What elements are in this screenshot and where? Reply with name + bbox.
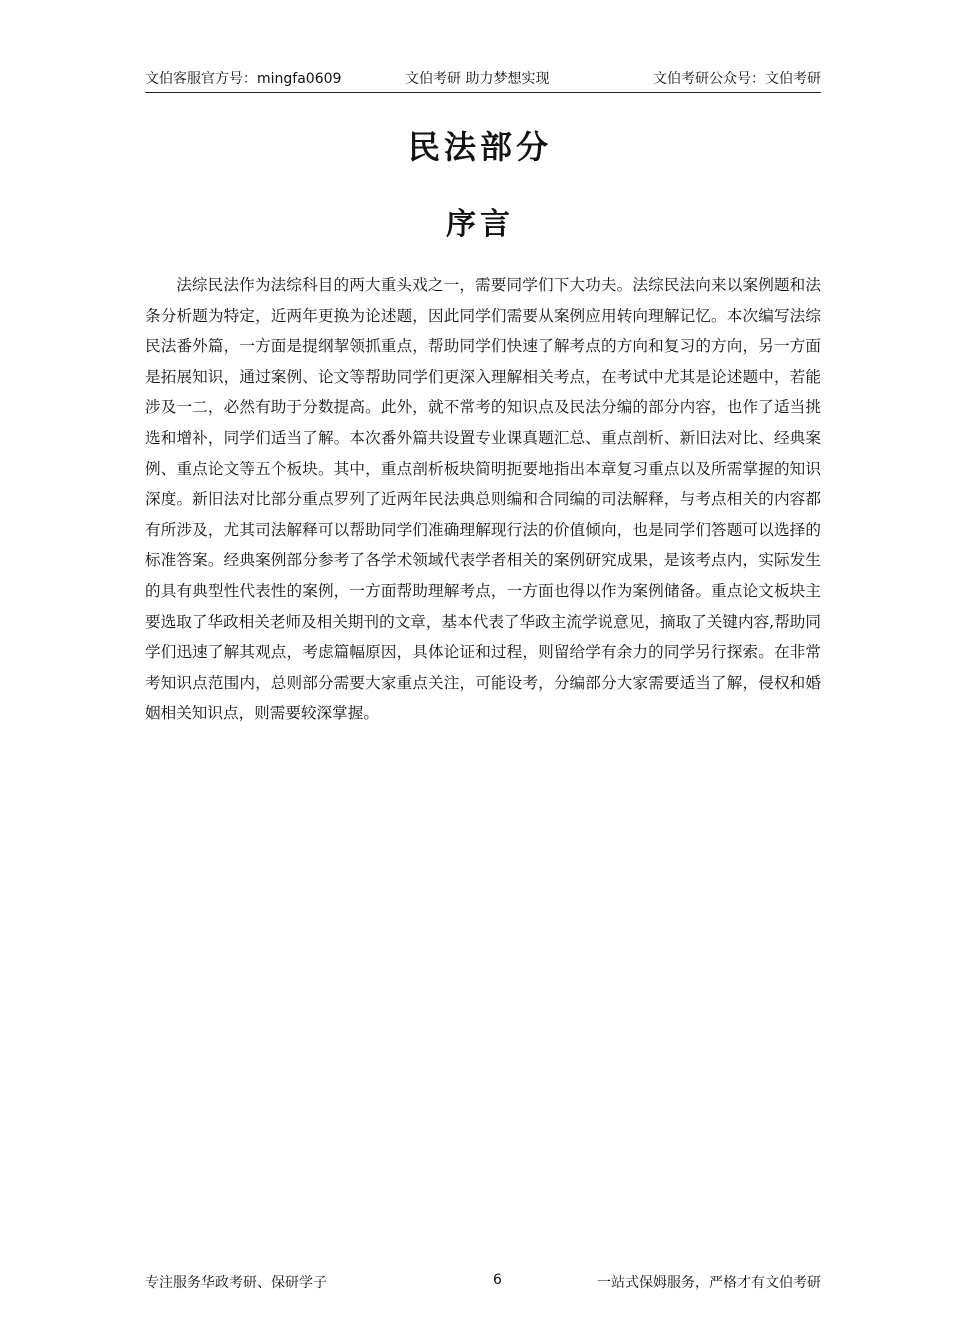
footer-left-text: 专注服务华政考研、保研学子 bbox=[145, 1275, 327, 1291]
page-footer bbox=[145, 1272, 821, 1296]
preface-paragraph: 法综民法作为法综科目的两大重头戏之一，需要同学们下大功夫。法综民法向来以案例题和法条分析题为特定，近两年更换为论述题，因此同学们需要从案例应用转向理解记忆。本次编写法综民法番外篇，一方面是提纲挈领抓重点，帮助同学们快速了解考点的方向和复习的方向，另一方面是拓展知识，通过案例、论文等帮助同学们更深入理解相关考点，在考试中尤其是论述题中，若能涉及一二，必然有助于分数提高。此外，就不常考的知识点及民法分编的部分内容，也作了适当挑选和增补，同学们适当了解。本次番外篇共设置专业课真题汇总、重点剖析、新旧法对比、经典案例、重点论文等五个板块。其中，重点剖析板块简明扼要地指出本章复习重点以及所需掌握的知识深度。新旧法对比部分重点罗列了近两年民法典总则编和合同编的司法解释，与考点相关的内容都有所涉及，尤其司法解释可以帮助同学们准确理解现行法的价值倾向，也是同学们答题可以选择的标准答案。经典案例部分参考了各学术领域代表学者相关的案例研究成果，是该考点内，实际发生的具有典型性代表性的案例，一方面帮助理解考点，一方面也得以作为案例储备。重点论文板块主要选取了华政相关老师及相关期刊的文章，基本代表了华政主流学说意见，摘取了关键内容,帮助同学们迅速了解其观点，考虑篇幅原因，具体论证和过程，则留给学有余力的同学另行探索。在非常考知识点范围内，总则部分需要大家重点关注，可能设考，分编部分大家需要适当了解，侵权和婚姻相关知识点，则需要较深掌握。 bbox=[145, 276, 821, 723]
page-title: 民法部分 bbox=[407, 128, 552, 166]
footer-right-text: 一站式保姆服务，严格才有文伯考研 bbox=[597, 1275, 821, 1291]
header-public-account: 文伯考研公众号：文伯考研 bbox=[653, 71, 821, 87]
header-service-account: 文伯客服官方号：mingfa0609 bbox=[145, 71, 342, 87]
header-slogan: 文伯考研 助力梦想实现 bbox=[405, 71, 550, 87]
page-header bbox=[145, 66, 821, 93]
page-number: 6 bbox=[493, 1272, 502, 1288]
section-title: 序言 bbox=[446, 207, 514, 242]
